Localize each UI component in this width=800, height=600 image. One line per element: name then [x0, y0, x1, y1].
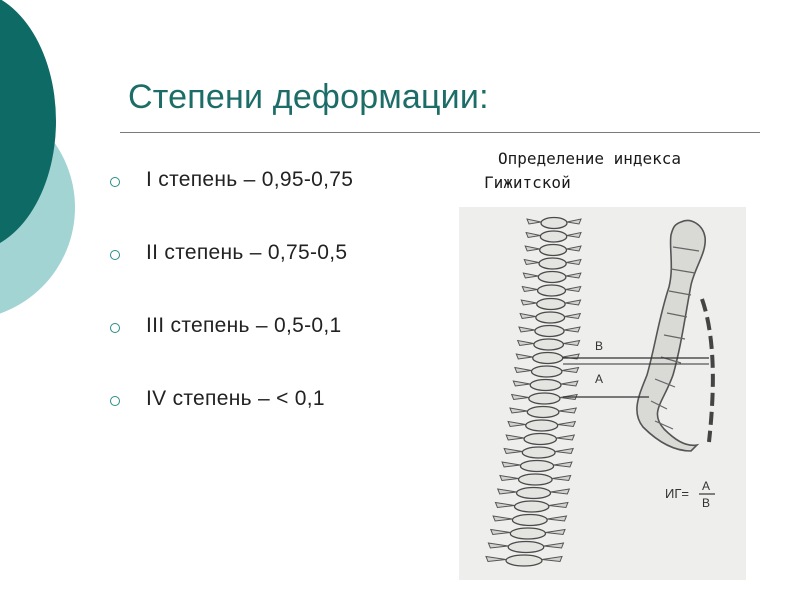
vertebra	[508, 542, 544, 553]
formula-denominator: B	[702, 496, 711, 510]
vertebra-process	[544, 543, 564, 548]
label-b: B	[595, 339, 604, 353]
vertebra-process	[508, 422, 526, 427]
vertebra-process	[486, 557, 506, 562]
vertebra-process	[525, 246, 539, 251]
vertebra-process	[555, 449, 573, 454]
vertebra	[524, 434, 556, 445]
vertebra-process	[562, 368, 579, 373]
vertebra-process	[566, 246, 580, 251]
vertebra	[535, 326, 564, 337]
vertebra-process	[523, 273, 538, 278]
vertebra	[533, 353, 563, 364]
vertebra-process	[515, 368, 532, 373]
vertebra	[540, 245, 567, 256]
caption-line: Определение индекса	[498, 149, 682, 168]
bullet-circle-icon	[110, 323, 120, 333]
bullet-circle-icon	[110, 177, 120, 187]
vertebra	[530, 380, 561, 391]
vertebra	[541, 218, 567, 229]
list-item-text: III степень – 0,5-0,1	[146, 314, 342, 337]
vertebra-process	[512, 395, 529, 400]
list-item-text: I степень – 0,95-0,75	[146, 168, 354, 191]
vertebra-process	[558, 422, 576, 427]
vertebra-process	[547, 516, 566, 521]
vertebra-process	[493, 516, 512, 521]
vertebra-process	[510, 408, 527, 413]
label-a: A	[595, 372, 604, 386]
vertebra-process	[520, 314, 536, 319]
vertebra-process	[500, 476, 519, 481]
vertebra	[510, 528, 545, 539]
list-item-text: II степень – 0,75-0,5	[146, 241, 348, 264]
caption-line: Гижитской	[484, 173, 571, 192]
list-item-text: IV степень – < 0,1	[146, 387, 325, 410]
vertebra-process	[519, 327, 535, 332]
vertebra-process	[524, 260, 539, 265]
vertebra-process	[554, 462, 572, 467]
vertebra	[506, 555, 542, 566]
vertebra-process	[559, 408, 576, 413]
vertebra	[517, 488, 551, 499]
vertebra	[538, 285, 566, 296]
vertebra-process	[567, 219, 581, 224]
vertebra-process	[563, 341, 579, 346]
vertebra	[522, 447, 555, 458]
vertebral-column	[486, 218, 581, 567]
vertebra	[531, 366, 561, 377]
spine-illustration	[459, 207, 746, 580]
vertebra-process	[518, 341, 534, 346]
vertebra-process	[495, 503, 514, 508]
slide-title: Степени деформации:	[128, 78, 489, 116]
vertebra-process	[498, 489, 517, 494]
vertebra	[512, 515, 547, 526]
vertebra-process	[522, 287, 537, 292]
vertebra-process	[491, 530, 511, 535]
vertebra-process	[516, 354, 532, 359]
vertebra-process	[549, 503, 568, 508]
vertebra	[527, 407, 559, 418]
spine-drawing	[459, 207, 746, 580]
vertebra-process	[566, 260, 581, 265]
vertebra-process	[565, 314, 581, 319]
dashed-chord-line	[702, 299, 713, 442]
vertebra-process	[513, 381, 530, 386]
vertebra-process	[526, 233, 540, 238]
vertebra-process	[566, 273, 581, 278]
vertebra	[520, 461, 553, 472]
formula-prefix: ИГ=	[665, 486, 689, 501]
vertebra	[514, 501, 548, 512]
vertebra-process	[564, 327, 580, 332]
vertebra-process	[556, 435, 574, 440]
vertebra	[537, 299, 565, 310]
vertebra-process	[502, 462, 520, 467]
vertebra-process	[552, 476, 571, 481]
formula-numerator: A	[702, 479, 711, 493]
vertebra-process	[521, 300, 536, 305]
bullet-circle-icon	[110, 250, 120, 260]
vertebra-process	[488, 543, 508, 548]
vertebra	[539, 258, 566, 269]
vertebra	[529, 393, 560, 404]
vertebra-process	[545, 530, 565, 535]
vertebra-process	[504, 449, 522, 454]
vertebra-process	[565, 300, 580, 305]
vertebra-process	[506, 435, 524, 440]
figure-caption	[484, 147, 774, 195]
vertebra-process	[551, 489, 570, 494]
vertebra	[519, 474, 553, 485]
vertebra	[538, 272, 566, 283]
vertebra-process	[527, 219, 541, 224]
vertebra-process	[566, 287, 581, 292]
vertebra	[526, 420, 558, 431]
vertebra-process	[561, 381, 578, 386]
vertebra-process	[567, 233, 581, 238]
vertebra-process	[542, 557, 562, 562]
vertebra	[536, 312, 565, 323]
vertebra	[534, 339, 564, 350]
title-divider	[120, 132, 760, 133]
vertebra	[540, 231, 566, 242]
bullet-circle-icon	[110, 396, 120, 406]
